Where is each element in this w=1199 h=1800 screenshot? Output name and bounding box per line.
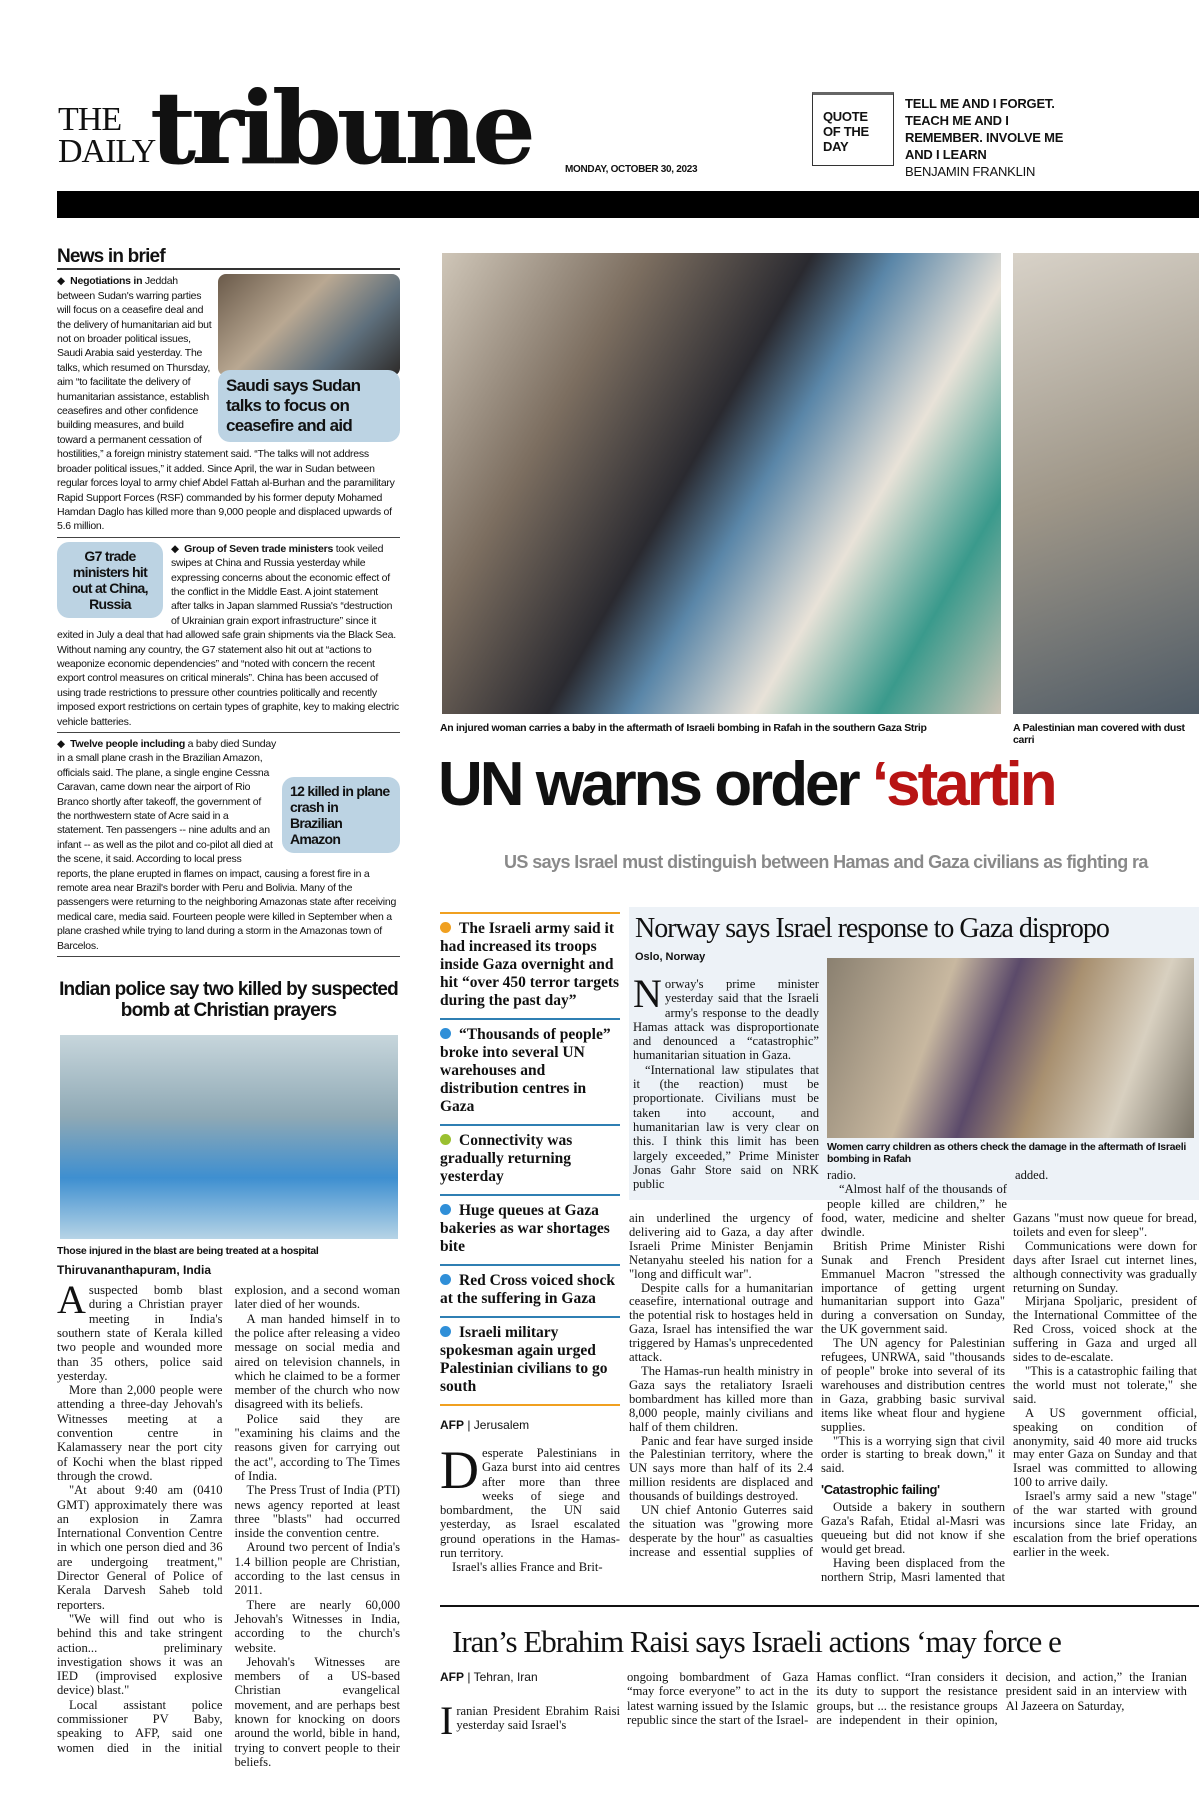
iran-dateline: AFP | Tehran, Iran — [440, 1670, 538, 1684]
paragraph: Panic and fear have surged inside the Palestinian territory, where the UN says more than half of its 2.4 million residents are displaced and thousands of buildings destroyed. — [629, 1433, 813, 1504]
masthead-logo: tribune — [150, 69, 531, 187]
lead-article-body — [629, 1212, 1197, 1585]
paragraph: A man handed himself in to the police after releasing a video message on social media and aired on television channels, in which he claimed to be a former member of the church who now disagreed with its beliefs. — [234, 1311, 400, 1412]
bullet-diamond-icon: ◆ — [171, 542, 185, 555]
quote-label: QUOTE OF THE DAY — [812, 92, 894, 166]
key-points-sidebar — [440, 912, 620, 1406]
paragraph: The Hamas-run health ministry in Gaza says the retaliatory Israeli bombardment has killed more than 8,000 people, mainly civilians and half of them children. — [629, 1363, 813, 1434]
paragraph: Outside a bakery in southern Gaza's Rafah, Etidal al-Masri was queueing but did not know if she would get bread. — [821, 1500, 1005, 1556]
paragraph: The Press Trust of India (PTI) news agency reported at least three "blasts" had occurred inside the convention centre. — [234, 1483, 400, 1541]
lead-article-intro — [440, 1440, 620, 1575]
paragraph: "At about 9:40 am (0410 GMT) approximately there was an explosion in Zamra International Convention Centre in which one person died and 36 are undergoing treatment," Director General of Police of Kerala Darvesh Saheb told reporters. — [57, 1483, 223, 1612]
paragraph: "This is a worrying sign that civil order is starting to break down," it said. — [821, 1433, 1005, 1476]
side-photo-palestinian-man — [1013, 253, 1199, 714]
headline-text: UN warns order — [438, 750, 872, 819]
news-in-brief — [57, 246, 400, 957]
bullet-dot-icon — [440, 1134, 451, 1145]
paragraph: radio. — [827, 1168, 857, 1182]
norway-story-box — [629, 907, 1199, 1211]
key-point — [440, 1264, 620, 1316]
bullet-dot-icon — [440, 1028, 451, 1039]
key-point-text: Huge queues at Gaza bakeries as war shortages bite — [440, 1202, 610, 1255]
brief-item-sudan — [57, 274, 400, 537]
norway-dateline: Oslo, Norway — [635, 951, 706, 963]
india-photo-caption: Those injured in the blast are being treated at a hospital — [57, 1245, 319, 1258]
paragraph: ain underlined the urgency of delivering aid to Gaza, a day after Israeli Prime Minister Benjamin Netanyahu steeled his nation for a "long and difficult war". — [629, 1211, 813, 1281]
brief-item-plane-crash — [57, 737, 400, 957]
lead-headline — [438, 750, 1199, 820]
paragraph: A US government official, speaking on condition of anonymity, said 40 more aid trucks may enter Gaza on Sunday and that Israel was committed to allowing 100 to arrive daily. — [1013, 1405, 1197, 1490]
paragraph: orway's prime minister yesterday said that the Israeli army's response to the deadly Hamas attack was disproportionate and denounced a “catastrophic” humanitarian situation in Gaza. — [633, 977, 819, 1063]
paragraph: Police said they are "examining his claims and the reasons given for carrying out the act", according to The Times of India. — [234, 1411, 400, 1483]
sudan-talks-photo — [218, 274, 400, 376]
key-point-text: “Thousands of people” broke into several UN warehouses and distribution centres in Gaza — [440, 1026, 611, 1115]
paragraph: Jehovah's Witnesses are members of a US-based Christian evangelical movement, and are perhaps best known for knocking on doors around the world, bible in hand, trying to convert people to their beliefs. — [234, 1654, 400, 1769]
india-headline: Indian police say two killed by suspected bomb at Christian prayers — [59, 979, 398, 1022]
left-column — [57, 246, 400, 1769]
norway-article-body — [633, 971, 819, 1192]
rafah-women-children-photo — [827, 958, 1194, 1138]
place: Tehran, Iran — [473, 1670, 538, 1684]
paragraph: Having been displaced from the northern Strip, Masri lamented that Gazans "must now queue for bread, toilets and even for sleep". — [821, 1211, 1197, 1584]
paragraph: British Prime Minister Rishi Sunak and French President Emmanuel Macron "stressed the importance of getting urgent humanitarian support into Gaza" during a conversation on Sunday, the UK government said. — [821, 1238, 1005, 1337]
drop-cap: D — [440, 1440, 479, 1500]
issue-date: MONDAY, OCTOBER 30, 2023 — [565, 164, 698, 175]
quote-of-the-day — [905, 95, 1085, 180]
masthead-divider-bar — [57, 191, 1199, 218]
masthead-the-daily: THE DAILY — [58, 101, 156, 170]
lead-photo-caption: An injured woman carries a baby in the aftermath of Israeli bombing in Rafah in the southern Gaza Strip — [440, 722, 927, 734]
section-title: News in brief — [57, 250, 400, 270]
iran-article-intro — [440, 1698, 620, 1743]
key-point — [440, 912, 620, 1018]
india-article-body — [57, 1277, 400, 1769]
key-point-text: Israeli military spokesman again urged Palestinian civilians to go south — [440, 1324, 608, 1395]
lead-dateline: AFP | Jerusalem — [440, 1418, 530, 1432]
brief-text: a baby died Sunday in a small plane crash in the Brazilian Amazon, officials said. The plane, a single engine Cessna Caravan, came down near the airport of Rio Branco shortly after takeoff, the government of the northwestern state of Acre said in a statement. Ten passengers -- nine adults and an infant -- as well as the pilot and co-pilot all died at the scene, it said. According to local press reports, the plane erupted in flames on impact, causing a forest fire in a remote area near Brazil's border with Peru and Bolivia. Many of the passengers were returning to the neighboring Amazonas state after receiving medical care, media said. Fourteen people were killed in September when a plane crashed while trying to land during a storm in the Amazonas town of Barcelos. — [57, 738, 397, 952]
paragraph: Mirjana Spoljaric, president of the International Committee of the Red Cross, voiced shock at the suffering in Gaza and urged all sides to de-escalate. — [1013, 1294, 1197, 1365]
paragraph: “Almost half of the thousands of people killed are children,” he added. — [827, 1168, 1049, 1211]
india-hospital-photo — [60, 1035, 398, 1239]
iran-headline: Iran’s Ebrahim Raisi says Israeli actions ‘may force e — [452, 1624, 1061, 1659]
drop-cap: A — [57, 1277, 86, 1323]
paragraph: "This is a catastrophic failing that the world must not tolerate," she said. — [1013, 1363, 1197, 1406]
key-point — [440, 1316, 620, 1404]
paragraph: “International law stipulates that it (the reaction) must be proportionate. Civilians must be taken into account, and humanitarian law is very clear on this. I think this limit has been largely exceeded,” Prime Minister Jonas Gahr Store said on NRK public — [633, 1062, 819, 1192]
headline-quote-red: ‘startin — [871, 750, 1055, 819]
norway-photo-caption: Women carry children as others check the damage in the aftermath of Israeli bombing in Rafah — [827, 1141, 1186, 1165]
paragraph: Around two percent of India's 1.4 billion people are Christian, according to the last census in 2011. — [234, 1540, 400, 1598]
drop-cap: N — [633, 971, 662, 1016]
side-photo-caption: A Palestinian man covered with dust carri — [1013, 722, 1185, 746]
brief-item-g7 — [57, 542, 400, 733]
bullet-dot-icon — [440, 1326, 451, 1337]
bullet-dot-icon — [440, 1204, 451, 1215]
brief-lead: Group of Seven trade ministers — [184, 542, 334, 555]
quote-text: TELL ME AND I FORGET. TEACH ME AND I REMEMBER. INVOLVE ME AND I LEARN — [905, 96, 1064, 162]
paragraph: Local assistant police commissioner PV Baby, speaking to AFP, said one women died in the initial explosion, and a second woman later died of her wounds. — [57, 1283, 400, 1755]
mid-column — [440, 912, 620, 1575]
brief-lead: Negotiations in — [70, 275, 143, 288]
brief-lead: Twelve people including — [70, 738, 185, 750]
bullet-dot-icon — [440, 1274, 451, 1285]
lead-subheadline: US says Israel must distinguish between Hamas and Gaza civilians as fighting ra — [504, 852, 1148, 872]
paragraph-text: suspected bomb blast during a Christian prayer meeting in India's southern state of Kerala killed two people and wounded more than 35 others, police said yesterday. — [57, 1283, 223, 1383]
bullet-diamond-icon: ◆ — [57, 738, 71, 750]
agency: AFP — [440, 1418, 464, 1432]
lead-photo-injured-woman — [442, 253, 1001, 714]
paragraph: Israel's army said a new "stage" of the war started with ground incursions since late Friday, an escalation from the brief operations earlier in the week. — [1013, 1489, 1197, 1559]
paragraph: More than 2,000 people were attending a three-day Jehovah's Witnesses meeting at a convention centre in Kalamassery near the port city of Kochi when the blast ripped through the crowd. — [57, 1383, 223, 1483]
paragraph: Israel's allies France and Brit- — [452, 1560, 603, 1575]
paragraph: esperate Palestinians in Gaza burst into aid centres after more than three weeks of siege and bombardment, the UN said yesterday, as Israel escalated ground operations in the Hamas-run territory. — [440, 1446, 620, 1561]
key-point-text: The Israeli army said it had increased its troops inside Gaza overnight and hit “over 450 terror targets during the past day” — [440, 920, 620, 1009]
quote-author: BENJAMIN FRANKLIN — [905, 164, 1036, 179]
paragraph: There are nearly 60,000 Jehovah's Witnesses in India, according to the church's website. — [234, 1597, 400, 1655]
bullet-diamond-icon: ◆ — [57, 275, 71, 288]
key-point — [440, 1194, 620, 1264]
norway-headline: Norway says Israel response to Gaza dispropo — [635, 913, 1109, 944]
paragraph: Communications were down for days after Israel cut internet lines, although connectivity was gradually returning on Sunday. — [1013, 1238, 1197, 1295]
brief-figure — [218, 274, 400, 442]
paragraph: "We will find out who is behind this and take stringent action... preliminary investigation shows it was an IED (improvised explosive device) blast." — [57, 1611, 223, 1698]
place: Jerusalem — [473, 1418, 530, 1432]
key-point-text: Red Cross voiced shock at the suffering in Gaza — [440, 1272, 616, 1307]
section-rule — [440, 1605, 1199, 1607]
paragraph: Despite calls for a humanitarian ceasefire, international outrage and the potential risk to hostages held in Gaza, Israel has intensified the war triggered by Hamas's unprecedented attack. — [629, 1280, 813, 1365]
paragraph: ongoing bombardment of Gaza “may force everyone” to act in the latest warning issued by the Islamic republic since the start of the Israel-Hamas conflict. “Iran considers it its duty to support the resistance groups, but ... the resistance groups are independent in their opinion, decision, and action,” the Iranian president said in an interview with Al Jazeera on Saturday, — [627, 1670, 1187, 1727]
brief-callout: G7 trade ministers hit out at China, Russia — [57, 542, 163, 618]
key-point-text: Connectivity was gradually returning yesterday — [440, 1132, 573, 1185]
key-point — [440, 1018, 620, 1124]
brief-text: Jeddah between Sudan's warring parties will focus on a ceasefire deal and the delivery of humanitarian aid but not on broader political issues, Saudi Arabia said yesterday. The talks, which resumed on Thursday, aim “to facilitate the delivery of humanitarian assistance, establish ceasefires and other confidence building measures, and build toward a permanent cessation of hostilities,” a foreign ministry statement said. “The talks will not address broader political issues,” it added. Since April, the war in Sudan between regular forces loyal to army chief Abdel Fattah al-Burhan and the paramilitary Rapid Support Forces (RSF) commanded by his former deputy Mohamed Hamdan Daglo has killed more than 9,000 people and displaced upwards of 5.6 million. — [57, 275, 395, 533]
iran-article-body — [627, 1670, 1187, 1727]
norway-article-continued — [827, 1168, 1195, 1211]
drop-cap: I — [440, 1698, 454, 1743]
sidebar-end-rule — [440, 1404, 620, 1406]
agency: AFP — [440, 1670, 464, 1684]
paragraph: ranian President Ebrahim Raisi yesterday said Israel's — [456, 1704, 620, 1733]
paragraph: The UN agency for Palestinian refugees, UNRWA, said "thousands of people" broke into several of its warehouses and distribution centres in Gaza, grabbing basic survival items like wheat flour and hygiene supplies. — [821, 1336, 1005, 1434]
paragraph: UN chief Antonio Guterres said the situation was "growing more desperate by the hour" as casualties increase and essential supplies of food, water, medicine and shelter dwindle. — [629, 1211, 1005, 1559]
brief-callout: Saudi says Sudan talks to focus on ceasefire and aid — [218, 370, 400, 442]
subheading: 'Catastrophic failing' — [821, 1482, 940, 1498]
brief-callout: 12 killed in plane crash in Brazilian Amazon — [282, 777, 400, 853]
paragraph — [57, 1277, 223, 1383]
india-dateline: Thiruvananthapuram, India — [57, 1263, 212, 1278]
key-point — [440, 1124, 620, 1194]
bullet-dot-icon — [440, 922, 451, 933]
brief-text: took veiled swipes at China and Russia yesterday while expressing concerns about the economic effect of the conflict in the Middle East. A joint statement after talks in Japan slammed Russia's “destruction of Ukrainian grain export infrastructure” since it exited in July a deal that had allowed safe grain shipments via the Black Sea. Without naming any country, the G7 statement also hit out at “actions to weaponize economic dependencies” and “noted with concern the recent export control measures on critical minerals”. China has been accused of using trade restrictions to pressure other countries politically and recently imposed export restrictions on certain types of graphite, key to making electric vehicle batteries. — [57, 542, 399, 728]
